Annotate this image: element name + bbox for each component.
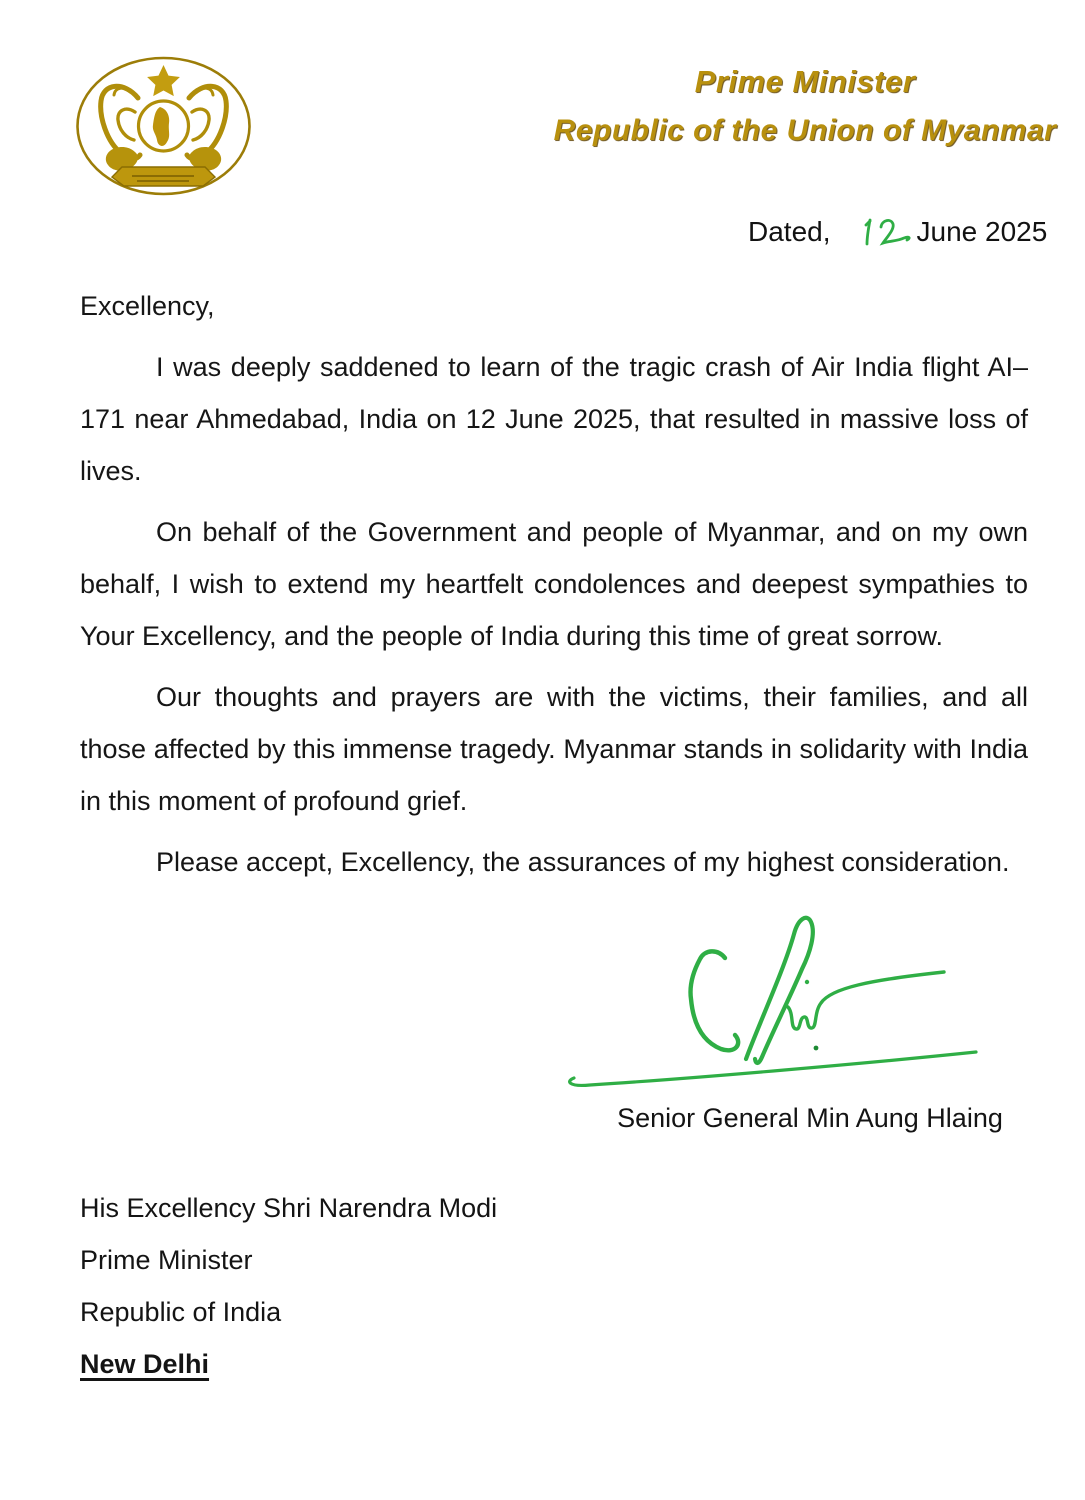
myanmar-state-seal-icon [74, 54, 253, 198]
signature-ink [548, 896, 1030, 1098]
salutation: Excellency, [80, 291, 215, 321]
recipient-title: Prime Minister [80, 1245, 253, 1275]
recipient-city: New Delhi [80, 1349, 210, 1379]
handwritten-day-ink [857, 212, 915, 256]
date-label: Dated, [748, 216, 831, 247]
letterhead-subtitle: Republic of the Union of Myanmar [553, 114, 1057, 147]
letterhead [550, 64, 1060, 149]
recipient-name: His Excellency Shri Narendra Modi [80, 1193, 498, 1223]
date-month-year: June 2025 [916, 216, 1048, 247]
recipient-country: Republic of India [80, 1297, 282, 1327]
recipient-block [80, 1182, 497, 1390]
date-line [748, 214, 1047, 256]
body-paragraph-3: Our thoughts and prayers are with the victims, their families, and all those affected by this immense tragedy. Myanmar stands in solidarity with India in this moment of profound grief. [80, 682, 1028, 816]
body-paragraph-1: I was deeply saddened to learn of the tragic crash of Air India flight AI–171 near Ahmedabad, India on 12 June 2025, that resulted in massive loss of lives. [80, 352, 1028, 486]
body-paragraph-2: On behalf of the Government and people of Myanmar, and on my own behalf, I wish to extend my heartfelt condolences and deepest sympathies to Your Excellency, and the people of India during this time of great sorrow. [80, 517, 1028, 651]
body-paragraph-4: Please accept, Excellency, the assurances of my highest consideration. [156, 847, 1010, 877]
letter-body [80, 280, 1028, 888]
letterhead-title: Prime Minister [694, 64, 916, 99]
signatory-name: Senior General Min Aung Hlaing [617, 1103, 1003, 1133]
